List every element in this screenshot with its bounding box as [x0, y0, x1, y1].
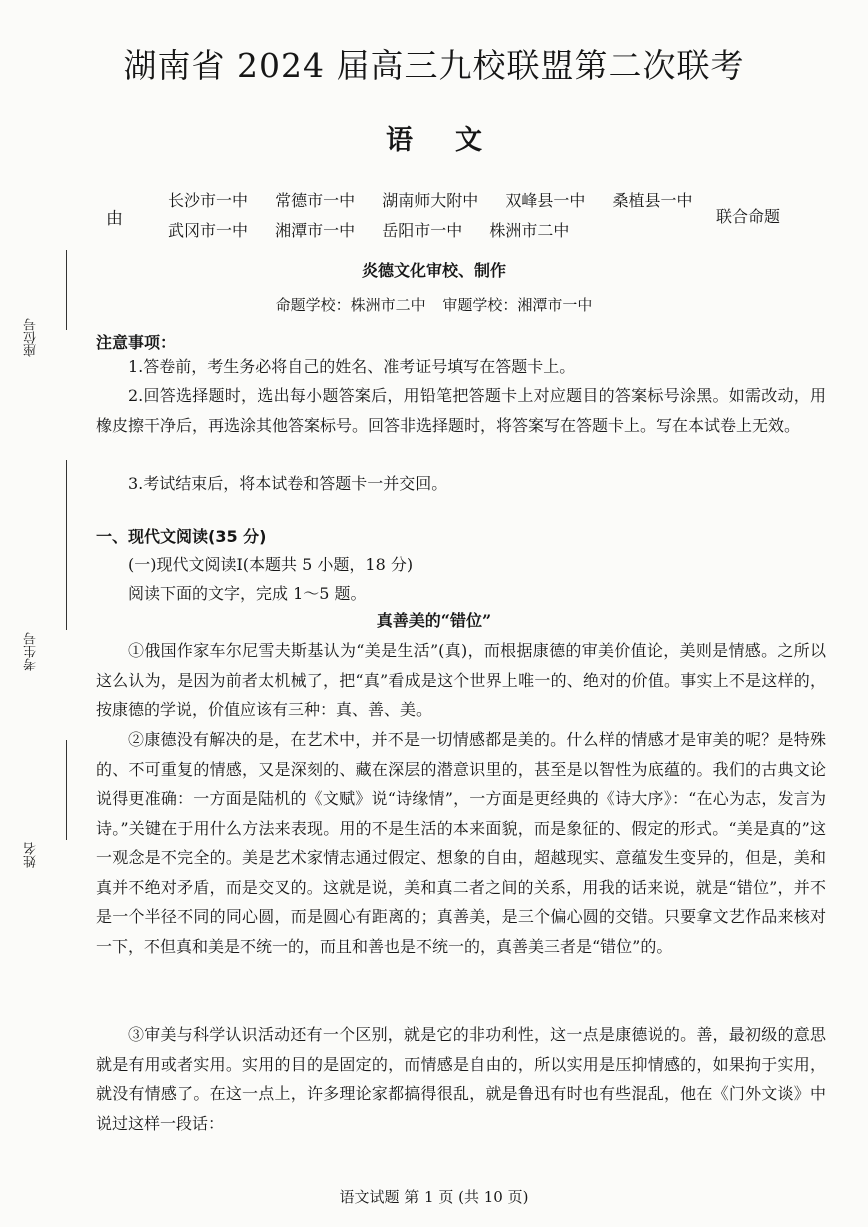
reviewer-school: 审题学校：湘潭市一中 — [442, 296, 593, 314]
school-name: 湘潭市一中 — [275, 221, 356, 240]
article-paragraph-2: ②康德没有解决的是，在艺术中，并不是一切情感都是美的。什么样的情感才是审美的呢？是特殊的、不可重复的情感，又是深刻的、藏在深层的潜意识里的，甚至是以智性为底蕴的。我们的古典文论说得更准确：一方面是陆机的《文赋》说“诗缘情”，一方面是更经典的《诗大序》：“在心为志，发言为诗。”关键在于用什么方法来表现。用的不是生活的本来面貌，而是象征的、假定的形式。“美是真的”这一观念是不完全的。美是艺术家情志通过假定、想象的自由，超越现实、意蕴发生变异的，但是，美和真并不绝对矛盾，而是交叉的。这就是说，美和真二者之间的关系，用我的话来说，就是“错位”，并不是一个半径不同的同心圆，而是圆心有距离的；真善美，是三个偏心圆的交错。只要拿文艺作品来核对一下，不但真和美是不统一的，而且和善也是不统一的，真善美三者是“错位”的。 — [96, 730, 826, 956]
school-name: 双峰县一中 — [505, 191, 586, 210]
notice-item-3: 3.考试结束后，将本试卷和答题卡一并交回。 — [128, 474, 448, 493]
proposer-school: 命题学校：株洲市二中 — [275, 296, 426, 314]
by-prefix: 由 — [106, 209, 123, 229]
subject-title: 语文 — [386, 125, 524, 156]
article-title: 真善美的“错位” — [376, 611, 492, 630]
subsection-heading: (一)现代文阅读Ⅰ(本题共 5 小题，18 分) — [128, 555, 414, 574]
exam-number-line — [66, 460, 67, 630]
exam-title: 湖南省 2024 届高三九校联盟第二次联考 — [123, 46, 745, 85]
school-name: 株洲市二中 — [489, 221, 570, 240]
schools-row-1 — [168, 188, 706, 211]
article-paragraph-1: ①俄国作家车尔尼雪夫斯基认为“美是生活”(真)，而根据康德的审美价值论，美则是情感。之所以这么认为，是因为前者太机械了，把“真”看成是这个世界上唯一的、绝对的价值。事实上不是这样的，按康德的学说，价值应该有三种：真、善、美。 — [96, 641, 826, 719]
school-name: 武冈市一中 — [168, 221, 249, 240]
joint-proposition: 联合命题 — [716, 207, 781, 226]
notice-item-1: 1.答卷前，考生务必将自己的姓名、准考证号填写在答题卡上。 — [128, 357, 576, 376]
reading-instruction: 阅读下面的文字，完成 1～5 题。 — [128, 584, 367, 603]
school-name: 长沙市一中 — [168, 191, 249, 210]
seat-number-label: 座位号 — [24, 318, 39, 357]
school-name: 湖南师大附中 — [382, 191, 479, 210]
name-line — [66, 740, 67, 840]
producer-line: 炎德文化审校、制作 — [361, 261, 506, 280]
exam-number-label: 考生号 — [24, 632, 39, 671]
seat-line — [66, 250, 67, 330]
page-footer: 语文试题 第 1 页 (共 10 页) — [339, 1188, 529, 1206]
notice-item-2: 2.回答选择题时，选出每小题答案后，用铅笔把答题卡上对应题目的答案标号涂黑。如需改动，用橡皮擦干净后，再选涂其他答案标号。回答非选择题时，将答案写在答题卡上。写在本试卷上无效。 — [96, 386, 826, 435]
notice-heading: 注意事项： — [96, 333, 177, 352]
article-paragraph-3: ③审美与科学认识活动还有一个区别，就是它的非功利性，这一点是康德说的。善，最初级的意思就是有用或者实用。实用的目的是固定的，而情感是自由的，所以实用是压抑情感的，如果拘于实用，就没有情感了。在这一点上，许多理论家都搞得很乱，就是鲁迅有时也有些混乱，他在《门外文谈》中说过这样一段话： — [96, 1025, 826, 1133]
schools-row-2 — [168, 218, 583, 241]
name-label: 姓名 — [24, 842, 39, 868]
proposer-reviewer-line — [0, 294, 868, 315]
school-name: 常德市一中 — [275, 191, 356, 210]
school-name: 岳阳市一中 — [382, 221, 463, 240]
school-name: 桑植县一中 — [612, 191, 693, 210]
section-heading: 一、现代文阅读(35 分) — [96, 527, 267, 546]
